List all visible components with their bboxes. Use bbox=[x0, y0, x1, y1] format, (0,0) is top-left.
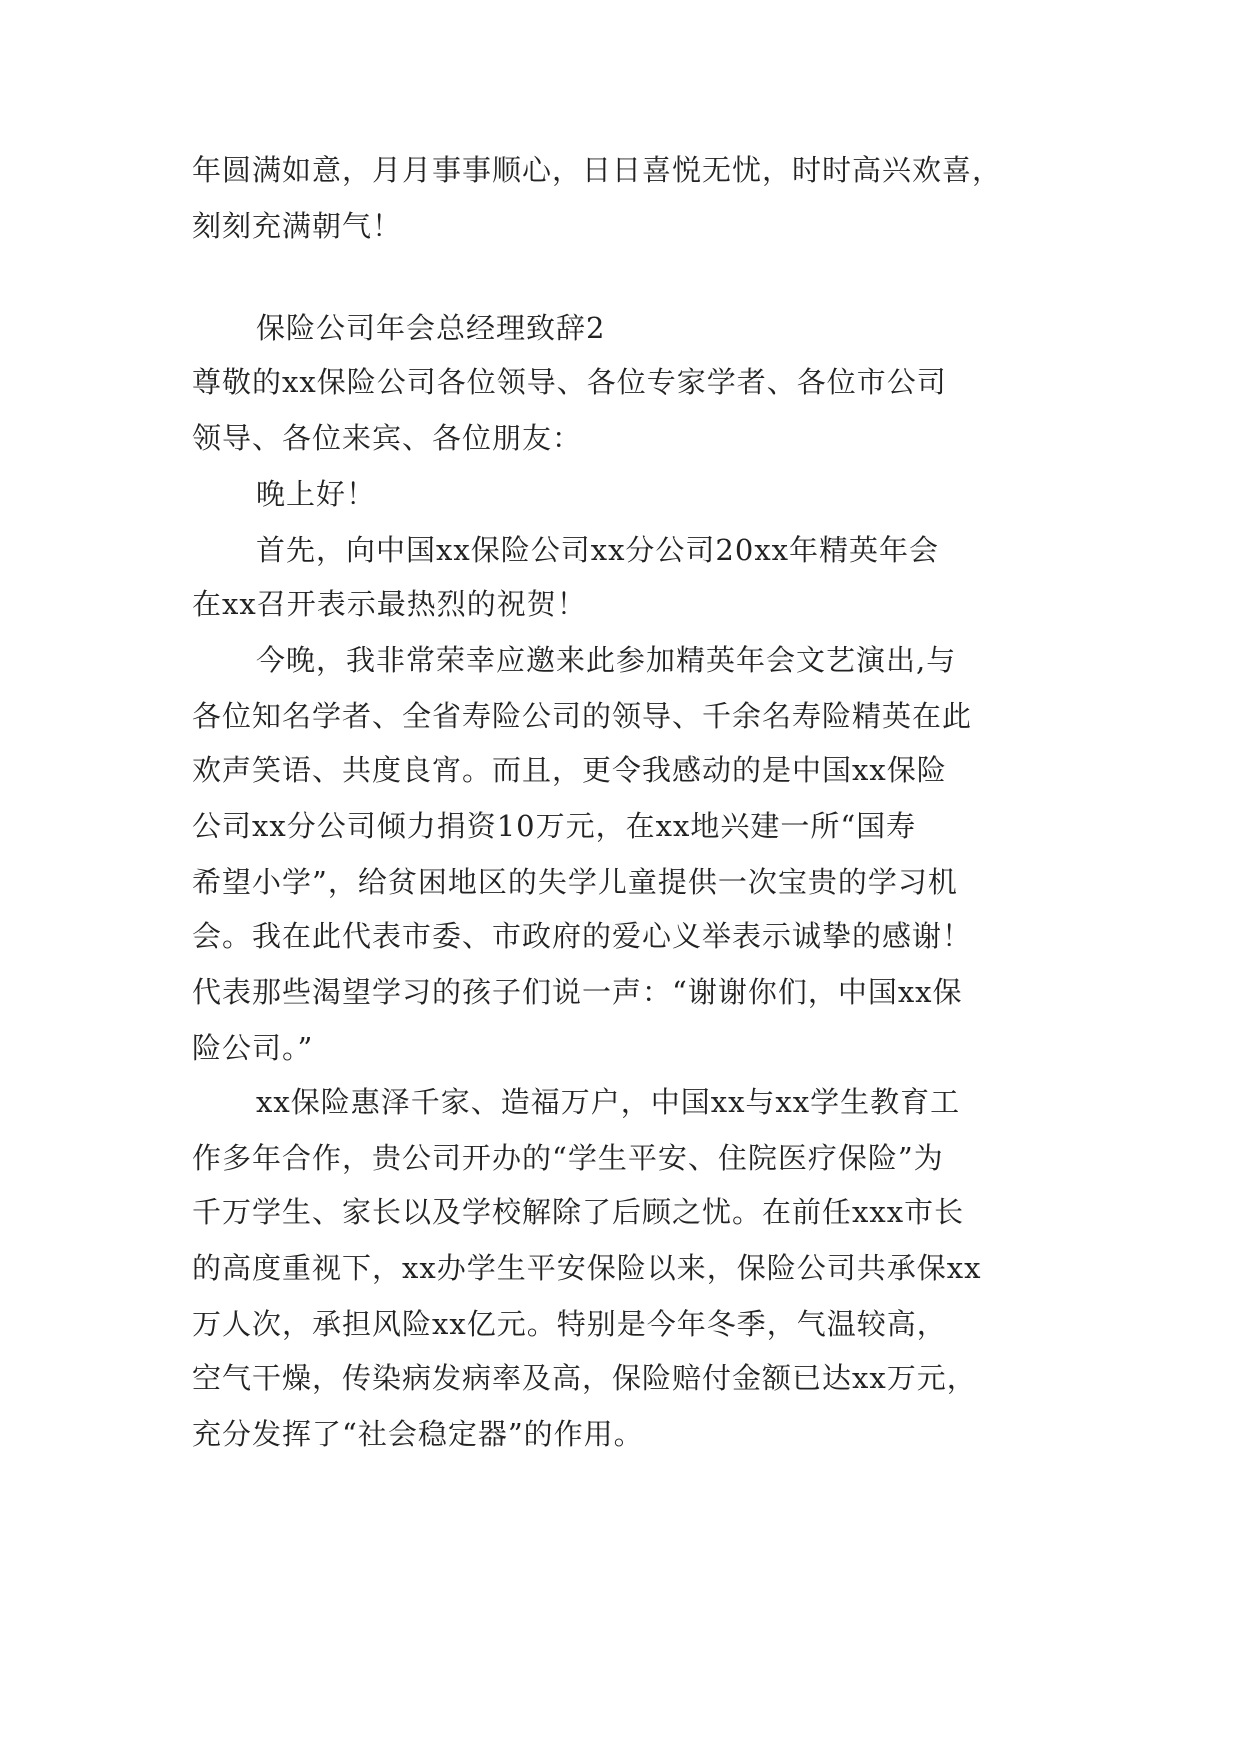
salutation-line: 尊敬的xx保险公司各位领导、各位专家学者、各位市公司 bbox=[192, 365, 947, 399]
paragraph-line: 会。我在此代表市委、市政府的爱心义举表示诚挚的感谢！ bbox=[192, 919, 973, 953]
paragraph-line: 年圆满如意，月月事事顺心，日日喜悦无忧，时时高兴欢喜， bbox=[192, 153, 1003, 187]
paragraph-line: 的高度重视下，xx办学生平安保险以来，保险公司共承保xx bbox=[192, 1251, 982, 1285]
paragraph-line: 代表那些渴望学习的孩子们说一声：“谢谢你们，中国xx保 bbox=[192, 975, 963, 1009]
salutation-line: 领导、各位来宾、各位朋友： bbox=[192, 421, 583, 455]
paragraph-line: 在xx召开表示最热烈的祝贺！ bbox=[192, 587, 587, 621]
paragraph-line: 欢声笑语、共度良宵。而且，更令我感动的是中国xx保险 bbox=[192, 753, 947, 787]
paragraph-line: xx保险惠泽千家、造福万户，中国xx与xx学生教育工 bbox=[256, 1085, 961, 1119]
paragraph-line: 今晚，我非常荣幸应邀来此参加精英年会文艺演出,与 bbox=[256, 643, 957, 677]
greeting-line: 晚上好！ bbox=[256, 477, 377, 511]
paragraph-line: 空气干燥，传染病发病率及高，保险赔付金额已达xx万元， bbox=[192, 1361, 977, 1395]
paragraph-line: 首先，向中国xx保险公司xx分公司20xx年精英年会 bbox=[256, 533, 940, 567]
section-heading: 保险公司年会总经理致辞2 bbox=[256, 311, 606, 345]
paragraph-line: 刻刻充满朝气！ bbox=[192, 209, 403, 243]
paragraph-line: 各位知名学者、全省寿险公司的领导、千余名寿险精英在此 bbox=[192, 699, 973, 733]
paragraph-line: 作多年合作，贵公司开办的“学生平安、住院医疗保险”为 bbox=[192, 1141, 944, 1175]
paragraph-line: 希望小学”，给贫困地区的失学儿童提供一次宝贵的学习机 bbox=[192, 865, 958, 899]
paragraph-line: 充分发挥了“社会稳定器”的作用。 bbox=[192, 1417, 644, 1451]
paragraph-line: 千万学生、家长以及学校解除了后顾之忧。在前任xxx市长 bbox=[192, 1195, 965, 1229]
paragraph-line: 险公司。” bbox=[192, 1031, 314, 1065]
paragraph-line: 万人次，承担风险xx亿元。特别是今年冬季，气温较高， bbox=[192, 1307, 947, 1341]
paragraph-line: 公司xx分公司倾力捐资10万元，在xx地兴建一所“国寿 bbox=[192, 809, 917, 843]
